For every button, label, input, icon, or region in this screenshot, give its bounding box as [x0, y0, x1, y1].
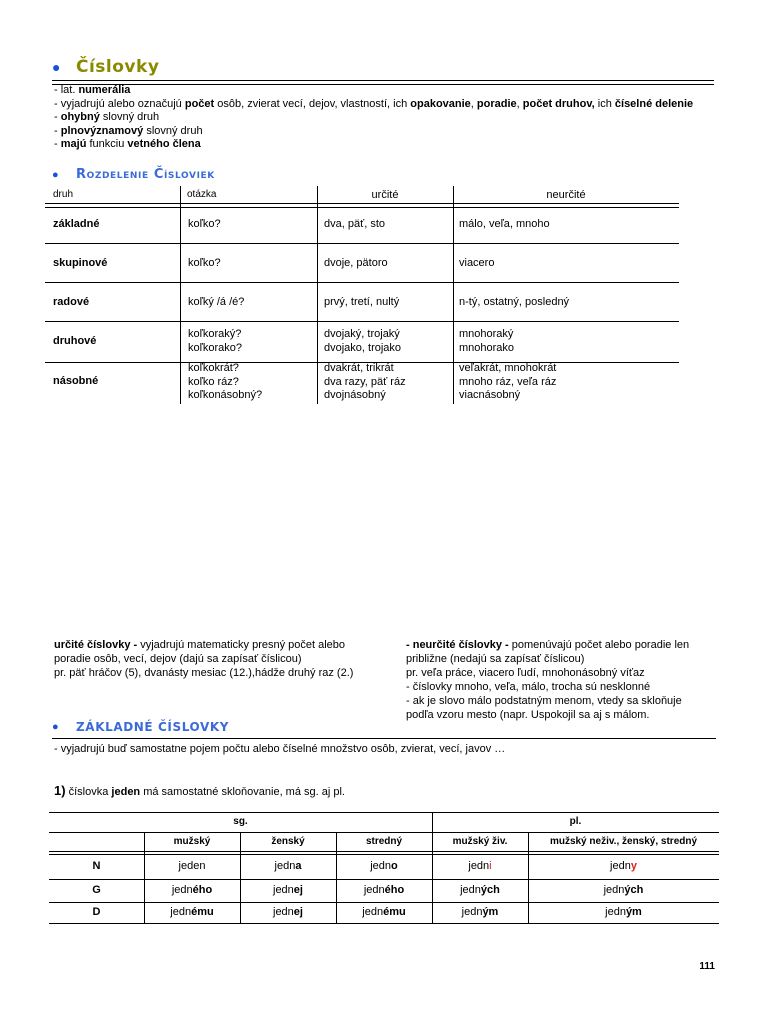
- main-heading: [52, 56, 712, 78]
- table-cell: koľkokrát?: [188, 362, 239, 374]
- page-title: Číslovky: [76, 57, 160, 77]
- table-cell: [336, 860, 432, 874]
- column-divider: [317, 186, 318, 404]
- stem: jedn: [603, 884, 625, 896]
- header-rule: [45, 203, 679, 208]
- ending: ej: [293, 884, 303, 896]
- table-cell: [336, 884, 432, 898]
- ending: ým: [625, 906, 642, 918]
- para-line: - číslovky mnoho, veľa, málo, trocha sú nesklonné: [406, 681, 651, 693]
- section-title: ZÁKLADNÉ ČÍSLOVKY: [76, 720, 230, 734]
- column-header: mužský: [173, 836, 211, 847]
- stem: jedn: [273, 906, 294, 918]
- ending: a: [295, 860, 302, 872]
- table-rule: [49, 879, 719, 880]
- stem: jedn: [461, 906, 483, 918]
- point-1: [54, 783, 654, 800]
- text: funkciu: [86, 138, 128, 150]
- bold-text: číselné delenie: [614, 97, 694, 110]
- bold-text: - neurčité číslovky -: [406, 639, 509, 651]
- table-rule: [49, 832, 719, 833]
- bold-text: opakovanie: [410, 97, 471, 110]
- ending: ého: [192, 884, 213, 896]
- row-rule: [45, 321, 679, 322]
- text: číslovka: [65, 786, 112, 798]
- intro-line: [54, 125, 734, 139]
- text: slovný druh: [99, 111, 160, 123]
- intro-line: [54, 111, 734, 125]
- table-cell: [528, 860, 719, 874]
- table-cell: veľakrát, mnohokrát: [459, 362, 557, 374]
- ending: ému: [383, 906, 406, 918]
- bold-text: jeden: [111, 786, 141, 798]
- row-rule: [45, 243, 679, 244]
- section-rule: [52, 738, 716, 739]
- bold-text: poradie: [476, 97, 517, 110]
- section-heading-rozdelenie: [52, 166, 352, 184]
- rozdelenie-table: [45, 186, 679, 406]
- table-cell: mnohoraký: [459, 328, 514, 340]
- table-cell: [432, 884, 528, 898]
- bold-text: ohybný: [60, 111, 100, 123]
- table-cell: [336, 906, 432, 920]
- table-cell: prvý, tretí, nultý: [324, 296, 400, 308]
- text: pomenúvajú počet alebo poradie len: [508, 639, 690, 651]
- table-cell: koľký /á /é?: [188, 296, 245, 308]
- para-line: poradie osôb, vecí, dejov (dajú sa zapísať číslicou): [54, 653, 302, 665]
- row-rule: [45, 282, 679, 283]
- case-label: D: [92, 906, 101, 918]
- ending: ých: [624, 884, 644, 896]
- para-line: - ak je slovo málo podstatným menom, vtedy sa skloňuje: [406, 695, 682, 707]
- table-cell: druhové: [53, 335, 97, 347]
- column-header: stredný: [365, 836, 403, 847]
- table-cell: [240, 906, 336, 920]
- table-cell: koľkorako?: [188, 342, 242, 354]
- text: -: [54, 138, 61, 150]
- table-cell: dvojaký, trojaký: [324, 328, 400, 340]
- ending: ej: [293, 906, 303, 918]
- para-line: podľa vzoru mesto (napr. Uspokojil sa aj s málom.: [406, 709, 650, 721]
- table-cell: [432, 860, 528, 874]
- column-header: neurčité: [546, 189, 586, 201]
- column-header: určité: [371, 189, 399, 201]
- table-cell: mnoho ráz, veľa ráz: [459, 376, 557, 388]
- table-cell: koľkonásobný?: [188, 389, 263, 401]
- text: ,: [516, 97, 523, 110]
- ending: o: [391, 860, 398, 872]
- table-rule: [49, 854, 719, 855]
- table-cell: [528, 884, 719, 898]
- stem: jedn: [370, 860, 392, 872]
- intro-line: [54, 84, 734, 98]
- ending: ým: [482, 906, 499, 918]
- table-cell: radové: [53, 296, 90, 308]
- urcite-paragraph: [54, 638, 384, 680]
- bullet-icon: ●: [52, 721, 59, 733]
- table-cell: základné: [53, 218, 100, 230]
- text: - lat.: [54, 84, 79, 96]
- intro-line: [54, 98, 734, 112]
- column-header: mužský neživ., ženský, stredný: [549, 836, 698, 847]
- stem: jedn: [170, 906, 192, 918]
- text: -: [54, 124, 61, 137]
- text: osôb, zvierat vecí, dejov, vlastností, ich: [214, 97, 411, 110]
- table-cell: skupinové: [53, 257, 108, 269]
- stem: jedn: [460, 884, 481, 896]
- text: ,: [470, 97, 477, 110]
- ending: ých: [480, 884, 500, 896]
- point-number: 1): [54, 783, 66, 798]
- text: - vyjadrujú alebo označujú: [54, 97, 185, 110]
- stem: jedn: [468, 860, 490, 872]
- case-label: N: [92, 860, 101, 872]
- table-cell: koľko?: [188, 218, 221, 230]
- column-header: otázka: [187, 189, 217, 200]
- para-line: [54, 638, 384, 652]
- bullet-icon: ●: [52, 169, 59, 181]
- stem: jedn: [274, 860, 296, 872]
- table-cell: mnohorako: [459, 342, 515, 354]
- column-header: druh: [53, 189, 74, 200]
- table-cell: [240, 860, 336, 874]
- table-cell: koľko ráz?: [188, 376, 239, 388]
- para-line: pr. päť hráčov (5), dvanásty mesiac (12.),hádže druhý raz (2.): [54, 667, 354, 679]
- page-number: 111: [699, 961, 715, 972]
- stem: jedn: [363, 884, 385, 896]
- table-rule: [49, 851, 719, 852]
- table-rule: [49, 923, 719, 924]
- table-cell: dva razy, päť ráz: [324, 376, 406, 388]
- table-cell: dva, päť, sto: [324, 218, 385, 230]
- stem: jedn: [171, 884, 193, 896]
- bold-text: numerália: [78, 84, 131, 96]
- para-line: [406, 638, 726, 652]
- ending: y: [630, 860, 637, 872]
- table-cell: dvoje, pätoro: [324, 257, 388, 269]
- section-heading-zakladne: [52, 718, 352, 736]
- table-cell: koľkoraký?: [188, 328, 242, 340]
- table-cell: [432, 906, 528, 920]
- table-cell: málo, veľa, mnoho: [459, 218, 550, 230]
- table-cell: násobné: [53, 375, 99, 387]
- text: má samostatné skloňovanie, má sg. aj pl.: [140, 786, 345, 798]
- stem: jedn: [362, 906, 384, 918]
- table-cell: dvakrát, trikrát: [324, 362, 394, 374]
- column-header: mužský živ.: [452, 836, 508, 847]
- stem: jedn: [273, 884, 294, 896]
- para-line: približne (nedajú sa zapísať číslicou): [406, 653, 585, 665]
- text: vyjadrujú matematicky presný počet alebo: [137, 639, 346, 651]
- bold-text: plnovýznamový: [60, 124, 144, 137]
- ending: ého: [384, 884, 405, 896]
- text: slovný druh: [143, 124, 203, 137]
- ending: ému: [191, 906, 214, 918]
- table-cell: koľko?: [188, 257, 221, 269]
- bold-text: počet druhov,: [522, 97, 595, 110]
- table-cell: [144, 860, 240, 874]
- intro-list: [54, 84, 734, 152]
- column-divider: [180, 186, 181, 404]
- stem: jeden: [178, 860, 206, 872]
- table-cell: [144, 906, 240, 920]
- text: ich: [594, 97, 615, 110]
- table-cell: viacnásobný: [459, 389, 521, 401]
- bold-text: majú: [60, 138, 87, 150]
- zakladne-description: - vyjadrujú buď samostatne pojem počtu alebo číselné množstvo osôb, zvierat, vecí, javov …: [54, 743, 506, 755]
- bold-text: určité číslovky -: [54, 639, 138, 651]
- declension-table: [49, 812, 719, 924]
- bold-text: počet: [184, 97, 215, 110]
- bold-text: vetného člena: [127, 138, 201, 150]
- table-cell: viacero: [459, 257, 495, 269]
- header-pl: pl.: [569, 816, 582, 827]
- bullet-icon: ●: [52, 59, 61, 75]
- table-cell: n-tý, ostatný, posledný: [459, 296, 570, 308]
- intro-line: [54, 138, 734, 152]
- case-label: G: [92, 884, 101, 896]
- table-rule: [49, 812, 719, 813]
- section-title: Rozdelenie Čísloviek: [76, 167, 215, 182]
- table-cell: [528, 906, 719, 920]
- table-cell: dvojako, trojako: [324, 342, 402, 354]
- para-line: pr. veľa práce, viacero ľudí, mnohonásobný víťaz: [406, 667, 645, 679]
- table-cell: [240, 884, 336, 898]
- table-cell: dvojnásobný: [324, 389, 386, 401]
- column-divider: [453, 186, 454, 404]
- header-sg: sg.: [233, 816, 248, 827]
- stem: jedn: [610, 860, 631, 872]
- stem: jedn: [605, 906, 626, 918]
- text: -: [54, 111, 61, 123]
- column-header: ženský: [271, 836, 305, 847]
- table-cell: [144, 884, 240, 898]
- ending: i: [489, 860, 492, 872]
- neurcite-paragraph: [406, 638, 726, 722]
- table-rule: [49, 902, 719, 903]
